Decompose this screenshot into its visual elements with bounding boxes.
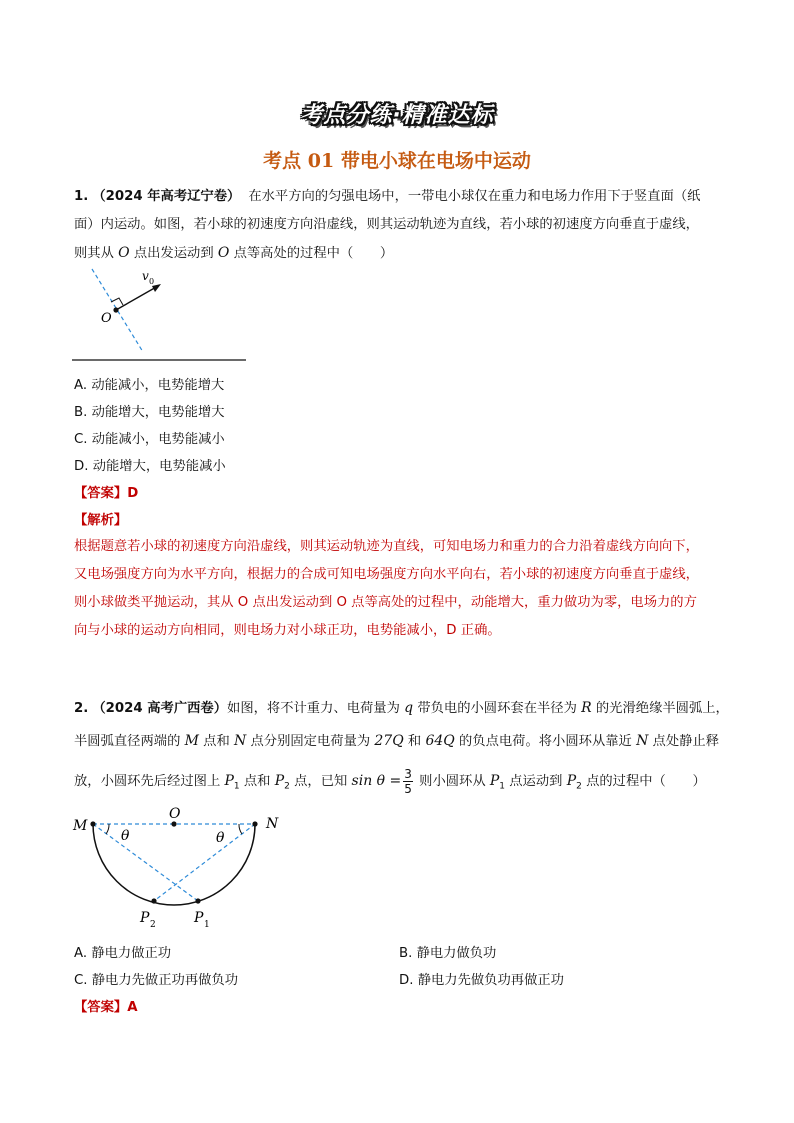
q2-point-m: M — [184, 733, 199, 749]
q2-point-p1: P — [224, 773, 234, 789]
q1-stem — [74, 183, 734, 268]
q2-text-1a: 如图，将不计重力、电荷量为 — [227, 701, 405, 716]
q2-text-2b: 点和 — [198, 734, 235, 749]
q2-point-n: N — [234, 733, 247, 749]
q2-point-p2-sub: 2 — [284, 781, 290, 792]
q2-fig-label-o: O — [169, 806, 181, 822]
q1-figure — [70, 264, 250, 364]
q1-stem-text-c3: 点等高处的过程中（ ） — [229, 246, 394, 261]
q2-answer — [74, 996, 137, 1015]
q1-fig-label-v: v — [142, 269, 149, 283]
q2-radius-r: R — [581, 700, 592, 716]
q2-source: （2024 高考广西卷） — [92, 701, 228, 716]
q2-charge-q: q — [404, 700, 414, 716]
q1-analysis-line-4: 向与小球的运动方向相同，则电场力对小球正功，电势能减小，D 正确。 — [74, 623, 501, 638]
q1-option-a[interactable]: A. 动能减小，电势能增大 — [74, 378, 225, 393]
q2-option-b[interactable]: B. 静电力做负功 — [399, 946, 497, 961]
q2-point-p2-dot — [151, 898, 156, 903]
q2-fraction-numerator: 3 — [404, 766, 412, 781]
q2-text-3c: 点，已知 — [289, 774, 352, 789]
q2-point-p1b-sub: 1 — [499, 781, 506, 792]
q2-point-p2-b: P — [566, 773, 577, 789]
q2-stem — [74, 694, 734, 804]
q2-fig-label-p1-sub: 1 — [204, 920, 210, 930]
q2-sin-theta: sin θ = — [351, 773, 402, 789]
q1-fig-label-o: O — [101, 311, 112, 326]
q2-answer-value: A — [127, 1000, 138, 1015]
q2-option-c[interactable]: C. 静电力先做正功再做负功 — [74, 973, 239, 988]
q2-angle-arc-n — [239, 824, 242, 834]
q2-text-1b: 带负电的小圆环套在半径为 — [413, 701, 582, 716]
q2-line-1 — [74, 694, 734, 723]
q2-option-d[interactable]: D. 静电力先做负功再做正功 — [399, 973, 564, 988]
q2-fig-label-p1: P — [194, 910, 204, 926]
q1-option-b[interactable]: B. 动能增大，电势能增大 — [74, 405, 225, 420]
q1-point-o: O — [118, 245, 130, 261]
q2-line-2 — [74, 727, 734, 756]
q2-option-a[interactable]: A. 静电力做正功 — [74, 946, 172, 961]
q2-text-2c: 点分别固定电荷量为 — [246, 734, 375, 749]
q1-number: 1. — [74, 189, 89, 204]
q2-semicircle-arc — [93, 824, 255, 905]
q2-number: 2. — [74, 701, 89, 716]
q1-analysis — [74, 533, 734, 645]
q2-point-n-2: N — [636, 733, 649, 749]
q2-point-p1-b: P — [489, 773, 500, 789]
q2-text-3d: 则小圆环从 — [414, 774, 490, 789]
q2-point-n-dot — [252, 821, 257, 826]
q2-fig-label-n: N — [266, 816, 279, 832]
q2-point-p1-sub: 1 — [233, 781, 240, 792]
q1-fig-label-v-sub: 0 — [149, 277, 155, 286]
q2-fig-label-p2: P — [140, 910, 150, 926]
q2-text-2a: 半圆弧直径两端的 — [74, 734, 185, 749]
q2-fig-label-theta-n: θ — [216, 830, 225, 846]
q2-fraction-denominator: 5 — [404, 781, 412, 796]
q2-line-m-p1 — [93, 824, 198, 901]
q1-option-d[interactable]: D. 动能增大，电势能减小 — [74, 459, 226, 474]
q1-analysis-line-2: 又电场强度方向为水平方向，根据力的合成可知电场强度方向水平向右，若小球的初速度方向垂直于虚线， — [74, 567, 699, 582]
q2-text-3e: 点运动到 — [505, 774, 567, 789]
q2-fig-label-theta-m: θ — [121, 828, 130, 844]
q2-figure — [68, 800, 298, 940]
q1-analysis-line-1: 根据题意若小球的初速度方向沿虚线，则其运动轨迹为直线，可知电场力和重力的合力沿着虚线方向向下， — [74, 539, 699, 554]
q2-angle-arc-m — [106, 824, 109, 834]
q2-fig-label-p2-sub: 2 — [150, 920, 156, 930]
q2-text-3b: 点和 — [239, 774, 275, 789]
q2-text-3f: 点的过程中（ ） — [581, 774, 706, 789]
q2-fig-label-m: M — [73, 818, 88, 834]
q2-line-3 — [74, 764, 734, 804]
q1-right-angle-mark — [111, 298, 123, 305]
q1-answer-label: 【答案】 — [74, 486, 128, 501]
q1-line-1 — [74, 183, 734, 211]
q1-analysis-label: 【解析】 — [74, 513, 128, 528]
q2-text-3a: 放，小圆环先后经过图上 — [74, 774, 225, 789]
q2-charge-64q: 64Q — [425, 733, 455, 749]
q2-point-p2b-sub: 2 — [576, 781, 582, 792]
q1-stem-text-c2: 点出发运动到 — [129, 246, 218, 261]
q1-point-o-dot — [113, 307, 118, 312]
topic-title: 考点 01 带电小球在电场中运动 — [263, 150, 531, 172]
q2-text-1c: 的光滑绝缘半圆弧上， — [591, 701, 729, 716]
q1-answer-value: D — [127, 486, 139, 501]
q2-text-2f: 点处静止释 — [648, 734, 720, 749]
q1-answer — [74, 482, 138, 501]
q1-analysis-line-3: 则小球做类平抛运动，其从 O 点出发运动到 O 点等高处的过程中，动能增大，重力做功为零，电场力的方 — [74, 595, 697, 610]
q2-line-n-p2 — [154, 824, 255, 901]
q2-fraction — [403, 767, 413, 796]
q1-line-2: 面）内运动。如图，若小球的初速度方向沿虚线，则其运动轨迹为直线，若小球的初速度方向垂直于虚线， — [74, 217, 699, 232]
q1-stem-text-a: 在水平方向的匀强电场中，一带电小球仅在重力和电场力作用下于竖直面（纸 — [248, 189, 701, 204]
q2-point-o-dot — [171, 821, 176, 826]
q1-source: （2024 年高考辽宁卷） — [92, 189, 241, 204]
q1-stem-text-c1: 则其从 — [74, 246, 119, 261]
q2-answer-label: 【答案】 — [74, 1000, 128, 1015]
q2-text-2e: 的负点电荷。将小圆环从靠近 — [454, 734, 637, 749]
q2-point-p2: P — [274, 773, 285, 789]
q2-point-p1-dot — [195, 898, 200, 903]
section-banner: 考点分练·精准达标 — [300, 103, 494, 128]
q2-point-m-dot — [90, 821, 95, 826]
q1-point-o-2: O — [217, 245, 230, 261]
q2-charge-27q: 27Q — [374, 733, 404, 749]
q1-velocity-arrow — [116, 286, 158, 310]
q1-option-c[interactable]: C. 动能减小，电势能减小 — [74, 432, 225, 447]
q2-text-2d: 和 — [403, 734, 426, 749]
